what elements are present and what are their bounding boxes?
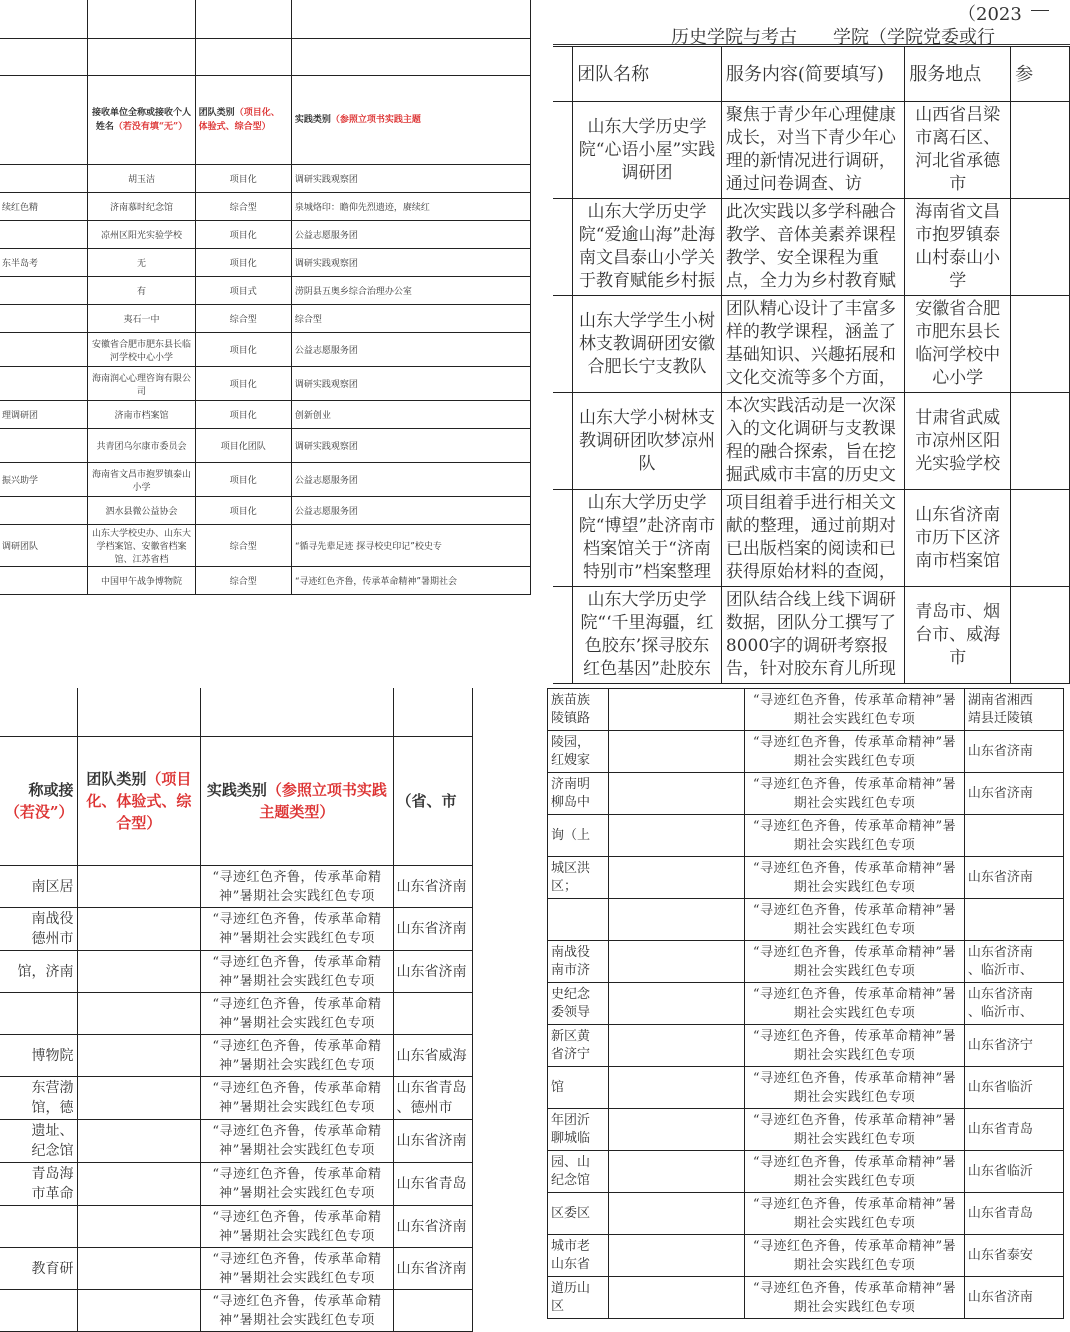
row-partial-cell [0,497,88,525]
row-service-place: 山西省吕梁市离石区、河北省承德市 [905,102,1011,199]
row-region: 山东省青岛 [964,1109,1063,1151]
row-extra-cell [1011,296,1070,393]
table-row [0,866,473,908]
row-practice-category: “寻迹红色齐鲁，传承革命精神”暑期社会实践红色专项 [745,731,965,773]
row-partial-cell [0,567,88,595]
row-partial-cell: 城区洪 区； [548,857,609,899]
row-team-type: 综合型 [195,525,291,567]
table-row [0,367,531,401]
title-year: （2023 [958,4,1022,25]
row-partial-cell: 园、山 纪念馆 [548,1151,609,1193]
row-practice-category: “寻迹红色齐鲁，传承革命精神”暑期社会实践红色专项 [201,951,393,993]
row-practice-category: 调研实践观察团 [291,429,530,463]
table-panel-top-right [553,0,1070,679]
row-index-cell [553,490,573,587]
row-team-type: 项目化 [195,333,291,367]
header-category: 实践类别（参照立项书实践主题类型） [201,737,393,866]
table-row [0,567,531,595]
header-unit: 接收单位全称或接收个人姓名（若没有填“无”） [88,76,195,165]
row-practice-category: 创新创业 [291,401,530,429]
row-index-cell [553,393,573,490]
row-region: 山东省济宁 [964,1025,1063,1067]
table-row [0,1077,473,1120]
row-practice-category: 公益志愿服务团 [291,497,530,525]
row-team-type [77,1206,201,1248]
row-receiving-unit: 凉州区阳光实验学校 [88,221,195,249]
row-region: 山东省济南 [393,1120,473,1163]
row-partial-cell: 南战役 南市济 [548,941,609,983]
row-team-type [77,1290,201,1332]
row-region: 山东省济南 [964,731,1063,773]
row-practice-category: “寻迹红色齐鲁，传承革命精神”暑期社会实践红色专项 [201,1248,393,1290]
row-practice-category: “寻迹红色齐鲁，传承革命精神”暑期社会实践红色专项 [745,899,965,941]
row-extra-cell [1011,490,1070,587]
table-row [548,689,1064,731]
row-practice-category: “循寻先辈足迹 探寻校史印记”校史专 [291,525,530,567]
row-region: 山东省临沂 [964,1151,1063,1193]
table-row [0,463,531,497]
table-row [0,951,473,993]
team-table-2 [553,46,1070,684]
row-practice-category: “寻迹红色齐鲁，传承革命精神”暑期社会 [291,567,530,595]
table-row [0,1035,473,1077]
row-team-type: 项目化 [195,497,291,525]
row-practice-category: “寻迹红色齐鲁，传承革命精神”暑期社会实践红色专项 [201,1035,393,1077]
row-team-type [77,951,201,993]
table-row [548,983,1064,1025]
row-team-type [609,1277,745,1319]
row-receiving-unit: 夷石一中 [88,305,195,333]
row-partial-cell: 遗址、 纪念馆 [0,1120,77,1163]
row-region: 山东省临沂 [964,1067,1063,1109]
row-service-content: 此次实践以多学科融合教学、音体美素养课程教学、安全课程为重点，全力为乡村教育赋 [721,199,904,296]
table-header-row [0,76,531,165]
table-header-row [553,47,1070,102]
row-receiving-unit: 济南市档案馆 [88,401,195,429]
row-partial-cell: 振兴助学 [0,463,88,497]
table-row [0,193,531,221]
title-college: 历史学院与考古 学院（学院党委或行 [671,27,995,48]
row-team-type [609,1151,745,1193]
row-partial-cell: 青岛海 市革命 [0,1163,77,1206]
table-row [548,1277,1064,1319]
row-partial-cell [0,1206,77,1248]
row-receiving-unit: 中国甲午战争博物院 [88,567,195,595]
row-team-type [77,1248,201,1290]
table-row [548,773,1064,815]
row-region [964,815,1063,857]
row-index-cell [553,102,573,199]
row-region: 山东省青岛 、德州市 [393,1077,473,1120]
row-team-name: 山东大学历史学院“爱逾山海”赴海南文昌泰山小学关于教育赋能乡村振 [573,199,722,296]
table-row [548,815,1064,857]
table-header-row [0,737,473,866]
table-row [0,333,531,367]
row-team-type [609,857,745,899]
row-extra-cell [1011,102,1070,199]
row-service-place: 甘肃省武威市凉州区阳光实验学校 [905,393,1011,490]
row-team-type [77,993,201,1035]
row-team-type: 项目化 [195,463,291,497]
table-row [553,296,1070,393]
row-practice-category: “寻迹红色齐鲁，传承革命精神”暑期社会实践红色专项 [745,1277,965,1319]
row-region: 山东省济南 、临沂市、 [964,941,1063,983]
row-practice-category: “寻迹红色齐鲁，传承革命精神”暑期社会实践红色专项 [745,1109,965,1151]
row-practice-category: “寻迹红色齐鲁，传承革命精神”暑期社会实践红色专项 [201,1077,393,1120]
header-team-name: 团队名称 [573,47,722,102]
table-row [0,429,531,463]
row-practice-category: “寻迹红色齐鲁，传承革命精神”暑期社会实践红色专项 [745,689,965,731]
table-row [0,1206,473,1248]
table-row [548,1025,1064,1067]
table-panel-bottom-left [0,688,533,1328]
row-practice-category: “寻迹红色齐鲁，传承革命精神”暑期社会实践红色专项 [201,1206,393,1248]
row-region [393,993,473,1035]
row-team-type [609,815,745,857]
row-team-name: 山东大学小树林支教调研团吹梦凉州队 [573,393,722,490]
row-team-type: 项目化 [195,367,291,401]
row-receiving-unit: 山东大学校史办、山东大学档案馆、安徽省档案馆、江苏省档 [88,525,195,567]
row-region: 山东省济南 [964,1277,1063,1319]
row-practice-category: “寻迹红色齐鲁，传承革命精神”暑期社会实践红色专项 [745,941,965,983]
row-partial-cell: 理调研团 [0,401,88,429]
table-row [0,249,531,277]
row-practice-category: “寻迹红色齐鲁，传承革命精神”暑期社会实践红色专项 [745,1151,965,1193]
row-practice-category: 涝阴县五奥乡综合治理办公室 [291,277,530,305]
row-practice-category: 调研实践观察团 [291,367,530,401]
row-partial-cell: 询（上 [548,815,609,857]
row-practice-category: “寻迹红色齐鲁，传承革命精神”暑期社会实践红色专项 [201,1120,393,1163]
row-region: 湖南省湘西 靖县迁陵镇 [964,689,1063,731]
row-practice-category: 调研实践观察团 [291,165,530,193]
header-unit: 称或接 （若没”） [0,737,77,866]
table-row [553,102,1070,199]
table-row [553,393,1070,490]
row-region: 山东省青岛 [393,1163,473,1206]
row-team-name: 山东大学历史学院“‘千里海疆，红色胶东’探寻胶东红色基因”赴胶东 [573,587,722,684]
row-team-type [77,1120,201,1163]
row-team-type [609,1193,745,1235]
table-row [0,277,531,305]
row-partial-cell [0,429,88,463]
row-practice-category: “寻迹红色齐鲁，传承革命精神”暑期社会实践红色专项 [745,1025,965,1067]
row-service-content: 项目组着手进行相关文献的整理，通过前期对已出版档案的阅读和已获得原始材料的查阅， [721,490,904,587]
row-region: 山东省青岛 [964,1193,1063,1235]
row-region: 山东省济南 [964,773,1063,815]
row-extra-cell [1011,199,1070,296]
row-partial-cell: 南战役 德州市 [0,908,77,951]
table-row [553,587,1070,684]
row-partial-cell [0,165,88,193]
row-partial-cell: 年团沂 聊城临 [548,1109,609,1151]
row-extra-cell [1011,393,1070,490]
row-team-type: 综合型 [195,193,291,221]
row-service-place: 海南省文昌市抱罗镇泰山村泰山小学 [905,199,1011,296]
row-team-type: 项目化 [195,221,291,249]
table-row [548,1109,1064,1151]
row-extra-cell [1011,587,1070,684]
table-row [0,1248,473,1290]
row-practice-category: “寻迹红色齐鲁，传承革命精神”暑期社会实践红色专项 [201,1163,393,1206]
row-team-type [77,1077,201,1120]
row-practice-category: 综合型 [291,305,530,333]
row-partial-cell: 博物院 [0,1035,77,1077]
row-team-type: 项目化 [195,401,291,429]
row-team-name: 山东大学历史学院“心语小屋”实践调研团 [573,102,722,199]
row-practice-category: “寻迹红色齐鲁，传承革命精神”暑期社会实践红色专项 [201,908,393,951]
row-team-name: 山东大学学生小树林支教调研团安徽合肥长宁支教队 [573,296,722,393]
row-partial-cell: 馆 [548,1067,609,1109]
table-row [0,908,473,951]
row-practice-category: 泉城烙印：瞻仰先烈遗迹，赓续红 [291,193,530,221]
row-practice-category: “寻迹红色齐鲁，传承革命精神”暑期社会实践红色专项 [201,993,393,1035]
row-service-content: 聚焦于青少年心理健康成长，对当下青少年心理的新情况进行调研，通过问卷调查、访 [721,102,904,199]
row-partial-cell [0,277,88,305]
row-region: 山东省济南 [393,866,473,908]
row-team-type [609,1067,745,1109]
row-partial-cell: 区委区 [548,1193,609,1235]
table-row [0,1120,473,1163]
row-team-type: 综合型 [195,305,291,333]
row-team-type [609,941,745,983]
row-receiving-unit: 有 [88,277,195,305]
row-partial-cell [0,1290,77,1332]
row-practice-category: “寻迹红色齐鲁，传承革命精神”暑期社会实践红色专项 [745,1235,965,1277]
table-row [553,199,1070,296]
row-partial-cell [0,305,88,333]
row-team-type: 项目化 [195,165,291,193]
row-practice-category: 公益志愿服务团 [291,463,530,497]
row-partial-cell: 南区居 [0,866,77,908]
row-team-type: 项目式 [195,277,291,305]
table-row [553,490,1070,587]
table-row [0,497,531,525]
row-practice-category: 调研实践观察团 [291,249,530,277]
row-partial-cell: 馆，济南 [0,951,77,993]
row-receiving-unit: 泗水县微公益协会 [88,497,195,525]
row-team-type [609,1235,745,1277]
form-title [553,0,1070,46]
header-service-content: 服务内容(简要填写) [721,47,904,102]
table-row [548,1235,1064,1277]
table-row [0,221,531,249]
row-team-type [609,983,745,1025]
row-partial-cell: 续红色精 [0,193,88,221]
row-receiving-unit: 海南省文昌市抱罗镇泰山小学 [88,463,195,497]
row-receiving-unit: 胡玉洁 [88,165,195,193]
row-partial-cell: 族苗族 陵镇路 [548,689,609,731]
table-row [0,1290,473,1332]
table-row [0,305,531,333]
row-team-type: 项目化 [195,249,291,277]
row-partial-cell [0,993,77,1035]
row-practice-category: 公益志愿服务团 [291,333,530,367]
table-row [0,401,531,429]
header-team-type: 团队类别（项目化、体验式、综合型） [77,737,201,866]
table-row [548,899,1064,941]
row-service-content: 团队结合线上线下调研数据，团队分工撰写了8000字的调研考察报告，针对胶东育儿所现 [721,587,904,684]
table-row [0,993,473,1035]
row-partial-cell: 新区黄 省济宁 [548,1025,609,1067]
row-service-content: 团队精心设计了丰富多样的教学课程，涵盖了基础知识、兴趣拓展和文化交流等多个方面， [721,296,904,393]
row-service-place: 青岛市、烟台市、威海市 [905,587,1011,684]
row-partial-cell: 道历山 区 [548,1277,609,1319]
table-row [0,525,531,567]
row-team-type [77,908,201,951]
row-service-place: 山东省济南市历下区济南市档案馆 [905,490,1011,587]
header-team-type: 团队类别（项目化、体验式、综合型） [195,76,291,165]
row-region: 山东省济南 [393,908,473,951]
table-panel-bottom-right [551,688,1070,1315]
header-category: 实践类别（参照立项书实践主题 [291,76,530,165]
row-practice-category: “寻迹红色齐鲁，传承革命精神”暑期社会实践红色专项 [201,1290,393,1332]
row-team-type [609,773,745,815]
team-table-1 [0,0,531,595]
row-region: 山东省济南 [393,1206,473,1248]
row-partial-cell [0,367,88,401]
table-top-row [0,0,531,39]
header-service-place: 服务地点 [905,47,1011,102]
row-team-type [609,899,745,941]
row-receiving-unit: 海南润心心理咨询有限公司 [88,367,195,401]
row-practice-category: “寻迹红色齐鲁，传承革命精神”暑期社会实践红色专项 [745,857,965,899]
row-team-name: 山东大学历史学院“博望”赴济南市档案馆关于“济南特别市”档案整理 [573,490,722,587]
row-partial-cell: 东营渤 馆，德 [0,1077,77,1120]
team-table-3 [0,688,473,1332]
row-service-place: 安徽省合肥市肥东县长临河学校中心小学 [905,296,1011,393]
table-top-row [0,688,473,737]
row-team-type [609,1109,745,1151]
row-team-type [77,1163,201,1206]
row-team-type [77,1035,201,1077]
row-region: 山东省济南 [964,857,1063,899]
row-region: 山东省泰安 [964,1235,1063,1277]
table-row [0,165,531,193]
table-blank-row [0,39,531,76]
row-partial-cell: 调研团队 [0,525,88,567]
row-receiving-unit: 共青团乌尔康市委员会 [88,429,195,463]
table-row [548,1067,1064,1109]
table-row [548,731,1064,773]
row-region: 山东省济南 [393,951,473,993]
table-row [548,941,1064,983]
row-partial-cell: 史纪念 委领导 [548,983,609,1025]
table-row [548,1193,1064,1235]
row-practice-category: 公益志愿服务团 [291,221,530,249]
row-practice-category: “寻迹红色齐鲁，传承革命精神”暑期社会实践红色专项 [745,815,965,857]
row-region [964,899,1063,941]
row-practice-category: “寻迹红色齐鲁，传承革命精神”暑期社会实践红色专项 [745,1193,965,1235]
row-partial-cell: 济南明 柳岛中 [548,773,609,815]
row-region: 山东省济南 、临沂市、 [964,983,1063,1025]
row-region [393,1290,473,1332]
row-team-type [609,731,745,773]
row-team-type [609,689,745,731]
table-row [548,857,1064,899]
table-row [548,1151,1064,1193]
row-practice-category: “寻迹红色齐鲁，传承革命精神”暑期社会实践红色专项 [201,866,393,908]
row-team-type: 综合型 [195,567,291,595]
row-practice-category: “寻迹红色齐鲁，传承革命精神”暑期社会实践红色专项 [745,773,965,815]
row-partial-cell: 陵园， 红嫂家 [548,731,609,773]
header-region: （省、市 [393,737,473,866]
row-receiving-unit: 无 [88,249,195,277]
row-index-cell [553,296,573,393]
row-partial-cell [548,899,609,941]
row-partial-cell: 教育研 [0,1248,77,1290]
row-index-cell [553,587,573,684]
team-table-4 [547,688,1064,1319]
row-practice-category: “寻迹红色齐鲁，传承革命精神”暑期社会实践红色专项 [745,983,965,1025]
row-region: 山东省威海 [393,1035,473,1077]
table-row [0,1163,473,1206]
row-region: 山东省济南 [393,1248,473,1290]
row-index-cell [553,199,573,296]
row-partial-cell [0,333,88,367]
row-team-type [77,866,201,908]
row-practice-category: “寻迹红色齐鲁，传承革命精神”暑期社会实践红色专项 [745,1067,965,1109]
row-service-content: 本次实践活动是一次深入的文化调研与支教课程的融合探索，旨在挖掘武威市丰富的历史文 [721,393,904,490]
row-team-type [609,1025,745,1067]
row-receiving-unit: 安徽省合肥市肥东县长临河学校中心小学 [88,333,195,367]
row-partial-cell: 城市老 山东省 [548,1235,609,1277]
table-panel-top-left [0,0,533,668]
row-partial-cell: 东半岛考 [0,249,88,277]
row-receiving-unit: 济南慕时纪念馆 [88,193,195,221]
row-partial-cell [0,221,88,249]
row-team-type: 项目化团队 [195,429,291,463]
header-extra: 参 [1011,47,1070,102]
